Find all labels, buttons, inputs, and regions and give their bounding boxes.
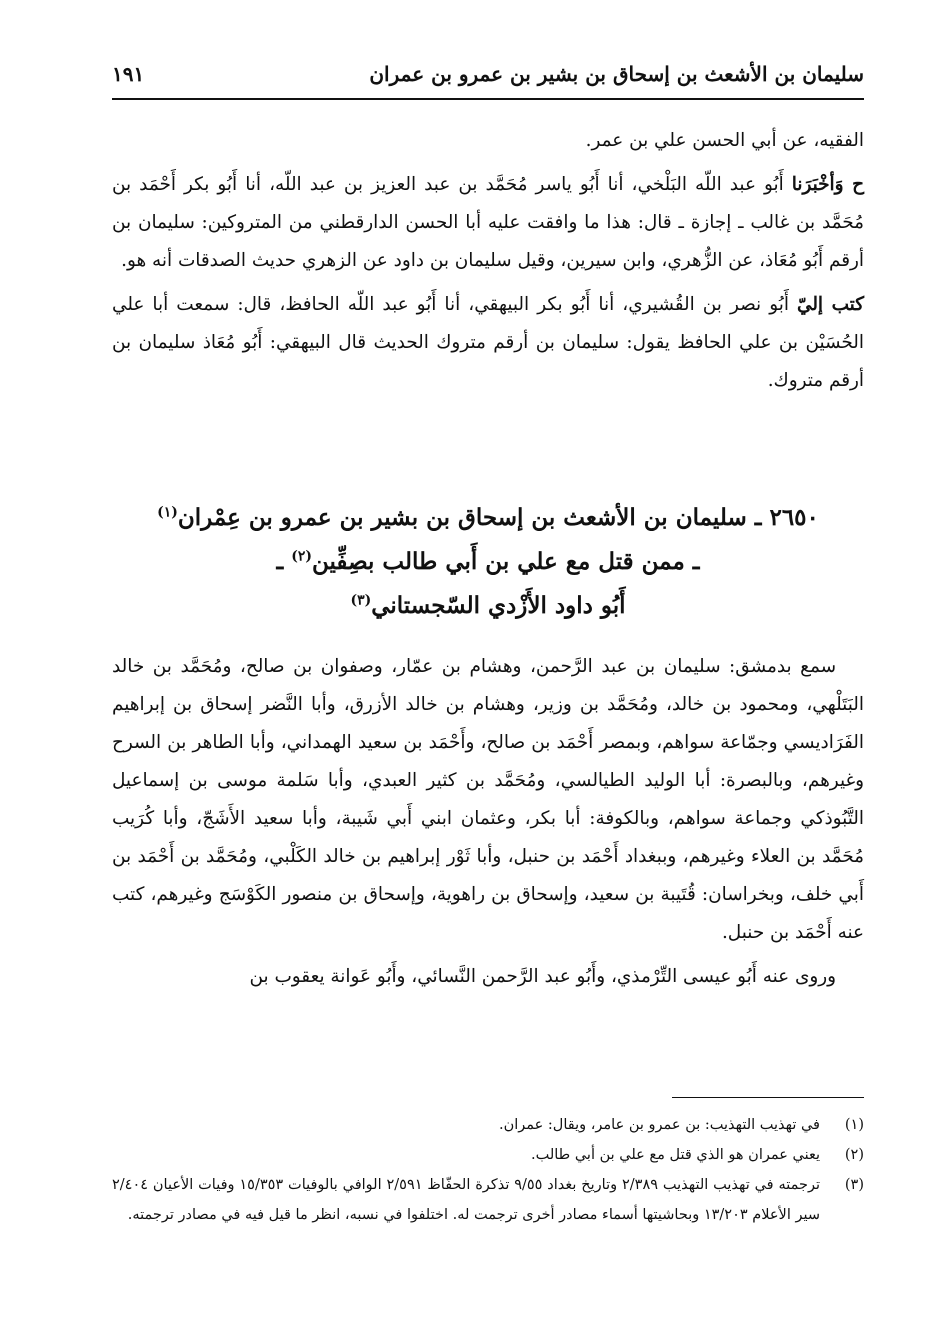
page-header xyxy=(112,58,864,100)
footnote-ref: (١) xyxy=(157,504,178,521)
paragraph-lead: ح وَأخْبَرَنا xyxy=(791,174,864,195)
footnotes xyxy=(112,1110,864,1230)
footnote-number: (٢) xyxy=(844,1147,864,1163)
page-number: ١٩١ xyxy=(112,62,145,86)
footnote-ref: (٢) xyxy=(291,548,312,565)
footnote-number: (٣) xyxy=(844,1177,864,1193)
footnote-text: ترجمته في تهذيب التهذيب ٢/٣٨٩ وتاريخ بغداد ٩/٥٥ تذكرة الحفّاظ ٢/٥٩١ الوافي بالوفيات ١٥/٣٥٣ وفيات الأعيان ٢/٤٠٤ سير الأعلام ١٣/٢٠٣ وبحاشيتها أسماء مصادر أخرى ترجمت له. اختلفوا في نسبه، انظر ما قيل فيه في مصادر ترجمته. xyxy=(112,1177,820,1223)
entry-heading-line xyxy=(112,496,864,540)
paragraph: وروى عنه أَبُو عيسى التِّرْمذي، وأَبُو عبد الرَّحمن النَّسائي، وأَبُو عَوانة يعقوب بن xyxy=(249,966,836,987)
paragraph-text: أَبُو عبد اللّه البَلْخي، أنا أَبُو ياسر مُحَمَّد بن عبد العزيز بن عبد اللّه، أنا أَبُو بكر أَحْمَد بن مُحَمَّد بن غالب ـ إجازة ـ قال: هذا ما وافقت عليه أبا الحسن الدارقطني من المتروكين: سليمان بن أرقم أَبُو مُعَاذ، عن الزُّهري، وابن سيرين، وقيل سليمان بن داود عن الزهري حديث الصدقات أنه هو. xyxy=(112,174,864,271)
paragraph xyxy=(112,166,864,280)
footnote-ref: (٣) xyxy=(350,592,372,609)
header-rule xyxy=(112,98,864,100)
entry-heading-line xyxy=(112,584,864,628)
entry-subtitle: ـ ممن قتل مع علي بن أَبي طالب بصِفِّين xyxy=(311,548,700,575)
footnote-number: (١) xyxy=(844,1117,864,1133)
footnote-text: يعني عمران هو الذي قتل مع علي بن أبي طالب. xyxy=(531,1147,820,1163)
body-text-bottom xyxy=(112,648,864,996)
entry-subtitle-tail: ـ xyxy=(276,548,292,575)
entry-kunya: أَبُو داود الأَزْدي السّجستاني xyxy=(371,592,626,619)
footnote xyxy=(112,1170,864,1230)
footnote xyxy=(112,1110,864,1140)
footnote-separator xyxy=(672,1097,864,1098)
paragraph-text: أَبُو نصر بن القُشيري، أنا أَبُو بكر البيهقي، أنا أَبُو عبد اللّه الحافظ، قال: سمعت أبا علي الحُسَيْن بن علي الحافظ يقول: سليمان بن أرقم متروك الحديث قال البيهقي: أَبُو مُعَاذ سليمان بن أرقم متروك. xyxy=(112,294,864,391)
entry-heading-line xyxy=(112,540,864,584)
running-title: سليمان بن الأشعث بن إسحاق بن بشير بن عمرو بن عمران xyxy=(369,62,864,86)
paragraph xyxy=(112,286,864,400)
footnote xyxy=(112,1140,864,1170)
entry-heading xyxy=(112,496,864,628)
paragraph: الفقيه، عن أبي الحسن علي بن عمر. xyxy=(585,130,864,151)
footnote-text: في تهذيب التهذيب: بن عمرو بن عامر، ويقال: عمران. xyxy=(498,1117,820,1133)
body-text-top xyxy=(112,122,864,408)
paragraph-lead: كتب إليّ xyxy=(796,294,864,315)
entry-title: ٢٦٥٠ ـ سليمان بن الأشعث بن إسحاق بن بشير بن عمرو بن عِمْران xyxy=(177,504,819,531)
paragraph: سمع بدمشق: سليمان بن عبد الرَّحمن، وهشام بن عمّار، وصفوان بن صالح، ومُحَمَّد بن خالد البَتَلْهي، ومحمود بن خالد، ومُحَمَّد بن وزير، وهشام بن خالد الأزرق، وأبا النَّضر إسحاق بن إبراهيم الفَرَاديسي وجمّاعة سواهم، وبمصر أَحْمَد بن صالح، وأَحْمَد بن سعيد الهمداني، وأبا الطاهر بن السرح وغيرهم، وبالبصرة: أبا الوليد الطيالسي، ومُحَمَّد بن كثير العبدي، وأبا سَلمة موسى بن إسماعيل التَّبُوذكي وجماعة سواهم، وبالكوفة: أبا بكر، وعثمان ابني أَبي شَيبة، وأبا سعيد الأَشَجّ، وأبا كُرَيب مُحَمَّد بن العلاء وغيرهم، وببغداد أَحْمَد بن حنبل، وأبا ثَوْر إبراهيم بن خالد الكَلْبي، ومُحَمَّد بن أَحْمَد بن أَبي خلف، وبخراسان: قُتَيبة بن سعيد، وإسحاق بن راهوية، وإسحاق بن منصور الكَوْسَج وغيرهم، كتب عنه أَحْمَد بن حنبل. xyxy=(112,656,864,943)
